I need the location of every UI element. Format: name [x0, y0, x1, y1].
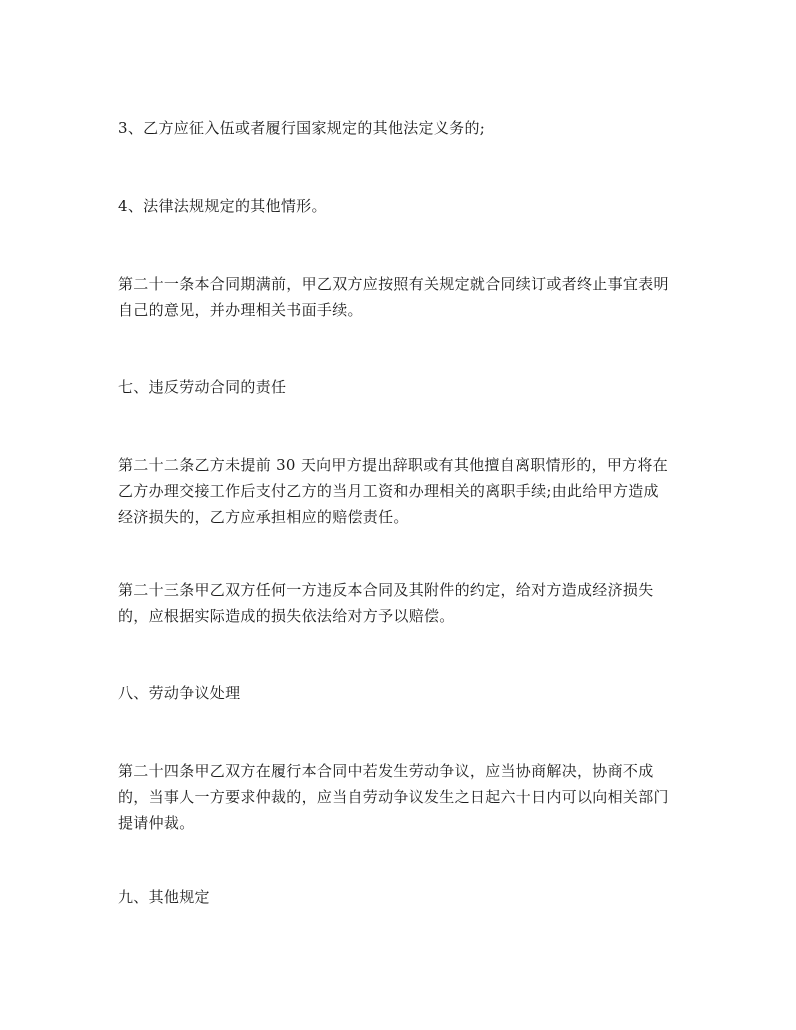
section-title: 九、其他规定 [118, 888, 210, 906]
text-line: 第二十二条乙方未提前 30 天向甲方提出辞职或有其他擅自离职情形的，甲方将在 [118, 456, 669, 474]
section-title: 七、违反劳动合同的责任 [118, 378, 287, 396]
section-heading-8 [118, 680, 678, 706]
text-line: 的，应根据实际造成的损失依法给对方予以赔偿。 [118, 607, 455, 625]
section-heading-7 [118, 374, 678, 400]
text-line: 第二十四条甲乙双方在履行本合同中若发生劳动争议，应当协商解决，协商不成 [118, 762, 654, 780]
text-line: 第二十三条甲乙双方任何一方违反本合同及其附件的约定，给对方造成经济损失 [118, 581, 654, 599]
clause-item-3 [118, 115, 678, 141]
text-line: 提请仲裁。 [118, 814, 195, 832]
text-line: 经济损失的，乙方应承担相应的赔偿责任。 [118, 508, 409, 526]
article-23 [118, 577, 678, 629]
article-24 [118, 758, 678, 836]
text-line: 第二十一条本合同期满前，甲乙双方应按照有关规定就合同续订或者终止事宜表明 [118, 275, 669, 293]
section-heading-9 [118, 884, 678, 910]
clause-item-4 [118, 193, 678, 219]
section-title: 八、劳动争议处理 [118, 684, 241, 702]
text-line: 乙方办理交接工作后支付乙方的当月工资和办理相关的离职手续;由此给甲方造成 [118, 482, 659, 500]
article-21 [118, 271, 678, 323]
text-line: 3、乙方应征入伍或者履行国家规定的其他法定义务的; [118, 119, 486, 137]
text-line: 的，当事人一方要求仲裁的，应当自劳动争议发生之日起六十日内可以向相关部门 [118, 788, 669, 806]
text-line: 4、法律法规规定的其他情形。 [118, 197, 327, 215]
article-22 [118, 452, 678, 530]
text-line: 自己的意见，并办理相关书面手续。 [118, 301, 363, 319]
